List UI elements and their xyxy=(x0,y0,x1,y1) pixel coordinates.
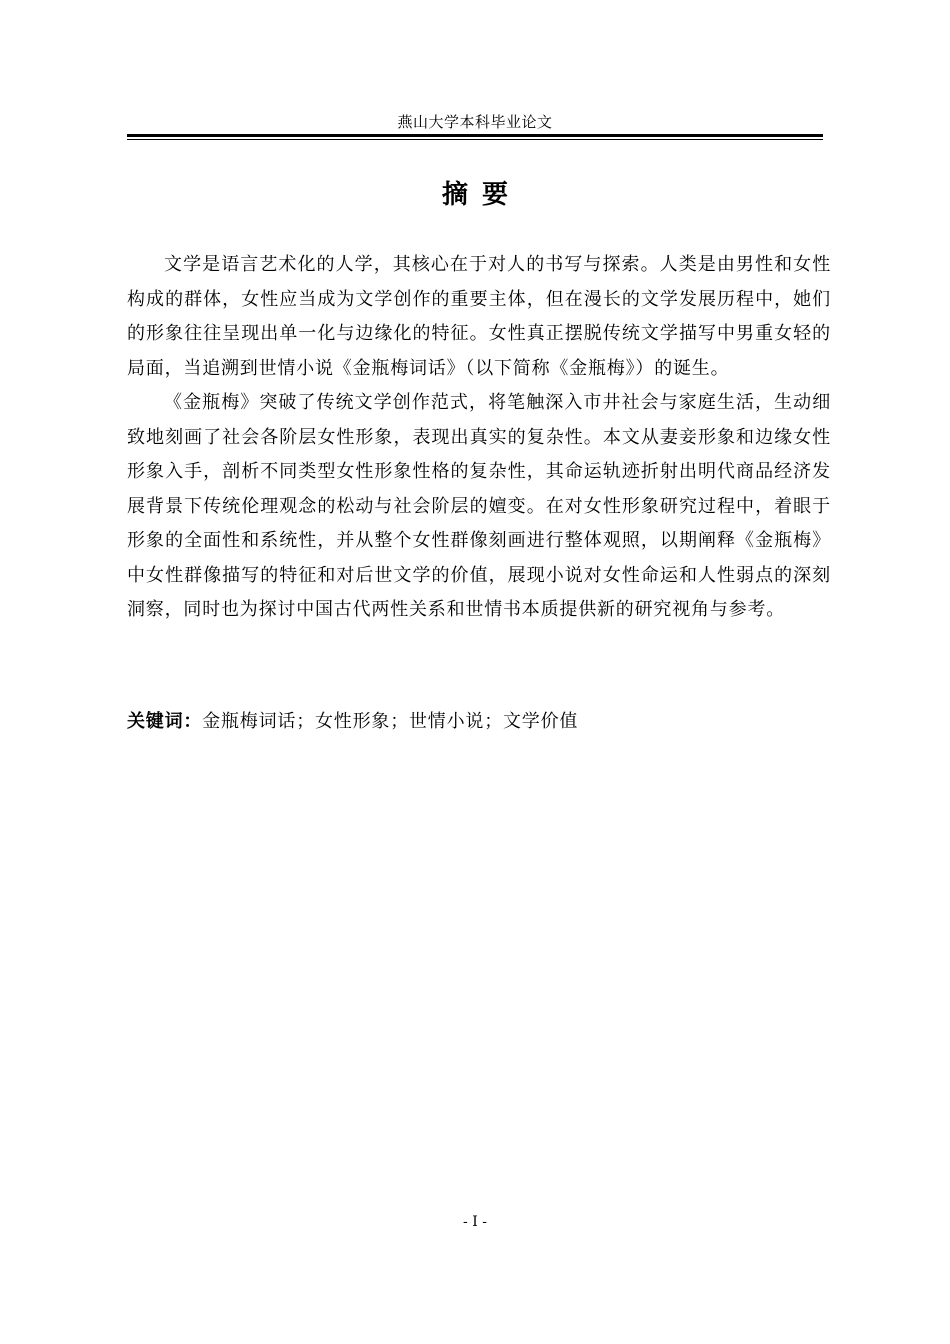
keywords-value: 金瓶梅词话；女性形象；世情小说；文学价值 xyxy=(202,711,579,732)
abstract-paragraph-1: 文学是语言艺术化的人学，其核心在于对人的书写与探索。人类是由男性和女性构成的群体，女性应当成为文学创作的重要主体，但在漫长的文学发展历程中，她们的形象往往呈现出单一化与边缘化的特征。女性真正摆脱传统文学描写中男重女轻的局面，当追溯到世情小说《金瓶梅词话》（以下简称《金瓶梅》）的诞生。 xyxy=(127,254,831,379)
keywords-label: 关键词： xyxy=(127,711,203,732)
keywords-line xyxy=(127,705,823,739)
abstract-paragraph-2: 《金瓶梅》突破了传统文学创作范式，将笔触深入市井社会与家庭生活，生动细致地刻画了社会各阶层女性形象，表现出真实的复杂性。本文从妻妾形象和边缘女性形象入手，剖析不同类型女性形象性格的复杂性，其命运轨迹折射出明代商品经济发展背景下传统伦理观念的松动与社会阶层的嬗变。在对女性形象研究过程中，着眼于形象的全面性和系统性，并从整个女性群像刻画进行整体观照，以期阐释《金瓶梅》中女性群像描写的特征和对后世文学的价值，展现小说对女性命运和人性弱点的深刻洞察，同时也为探讨中国古代两性关系和世情书本质提供新的研究视角与参考。 xyxy=(127,392,831,620)
running-header: 燕山大学本科毕业论文 xyxy=(397,113,553,131)
page-number: - I - xyxy=(463,1214,487,1230)
header-rule-thin xyxy=(127,139,823,140)
abstract-title: 摘要 xyxy=(441,180,522,210)
header-rule-thick xyxy=(127,134,823,137)
abstract-body xyxy=(127,248,831,628)
